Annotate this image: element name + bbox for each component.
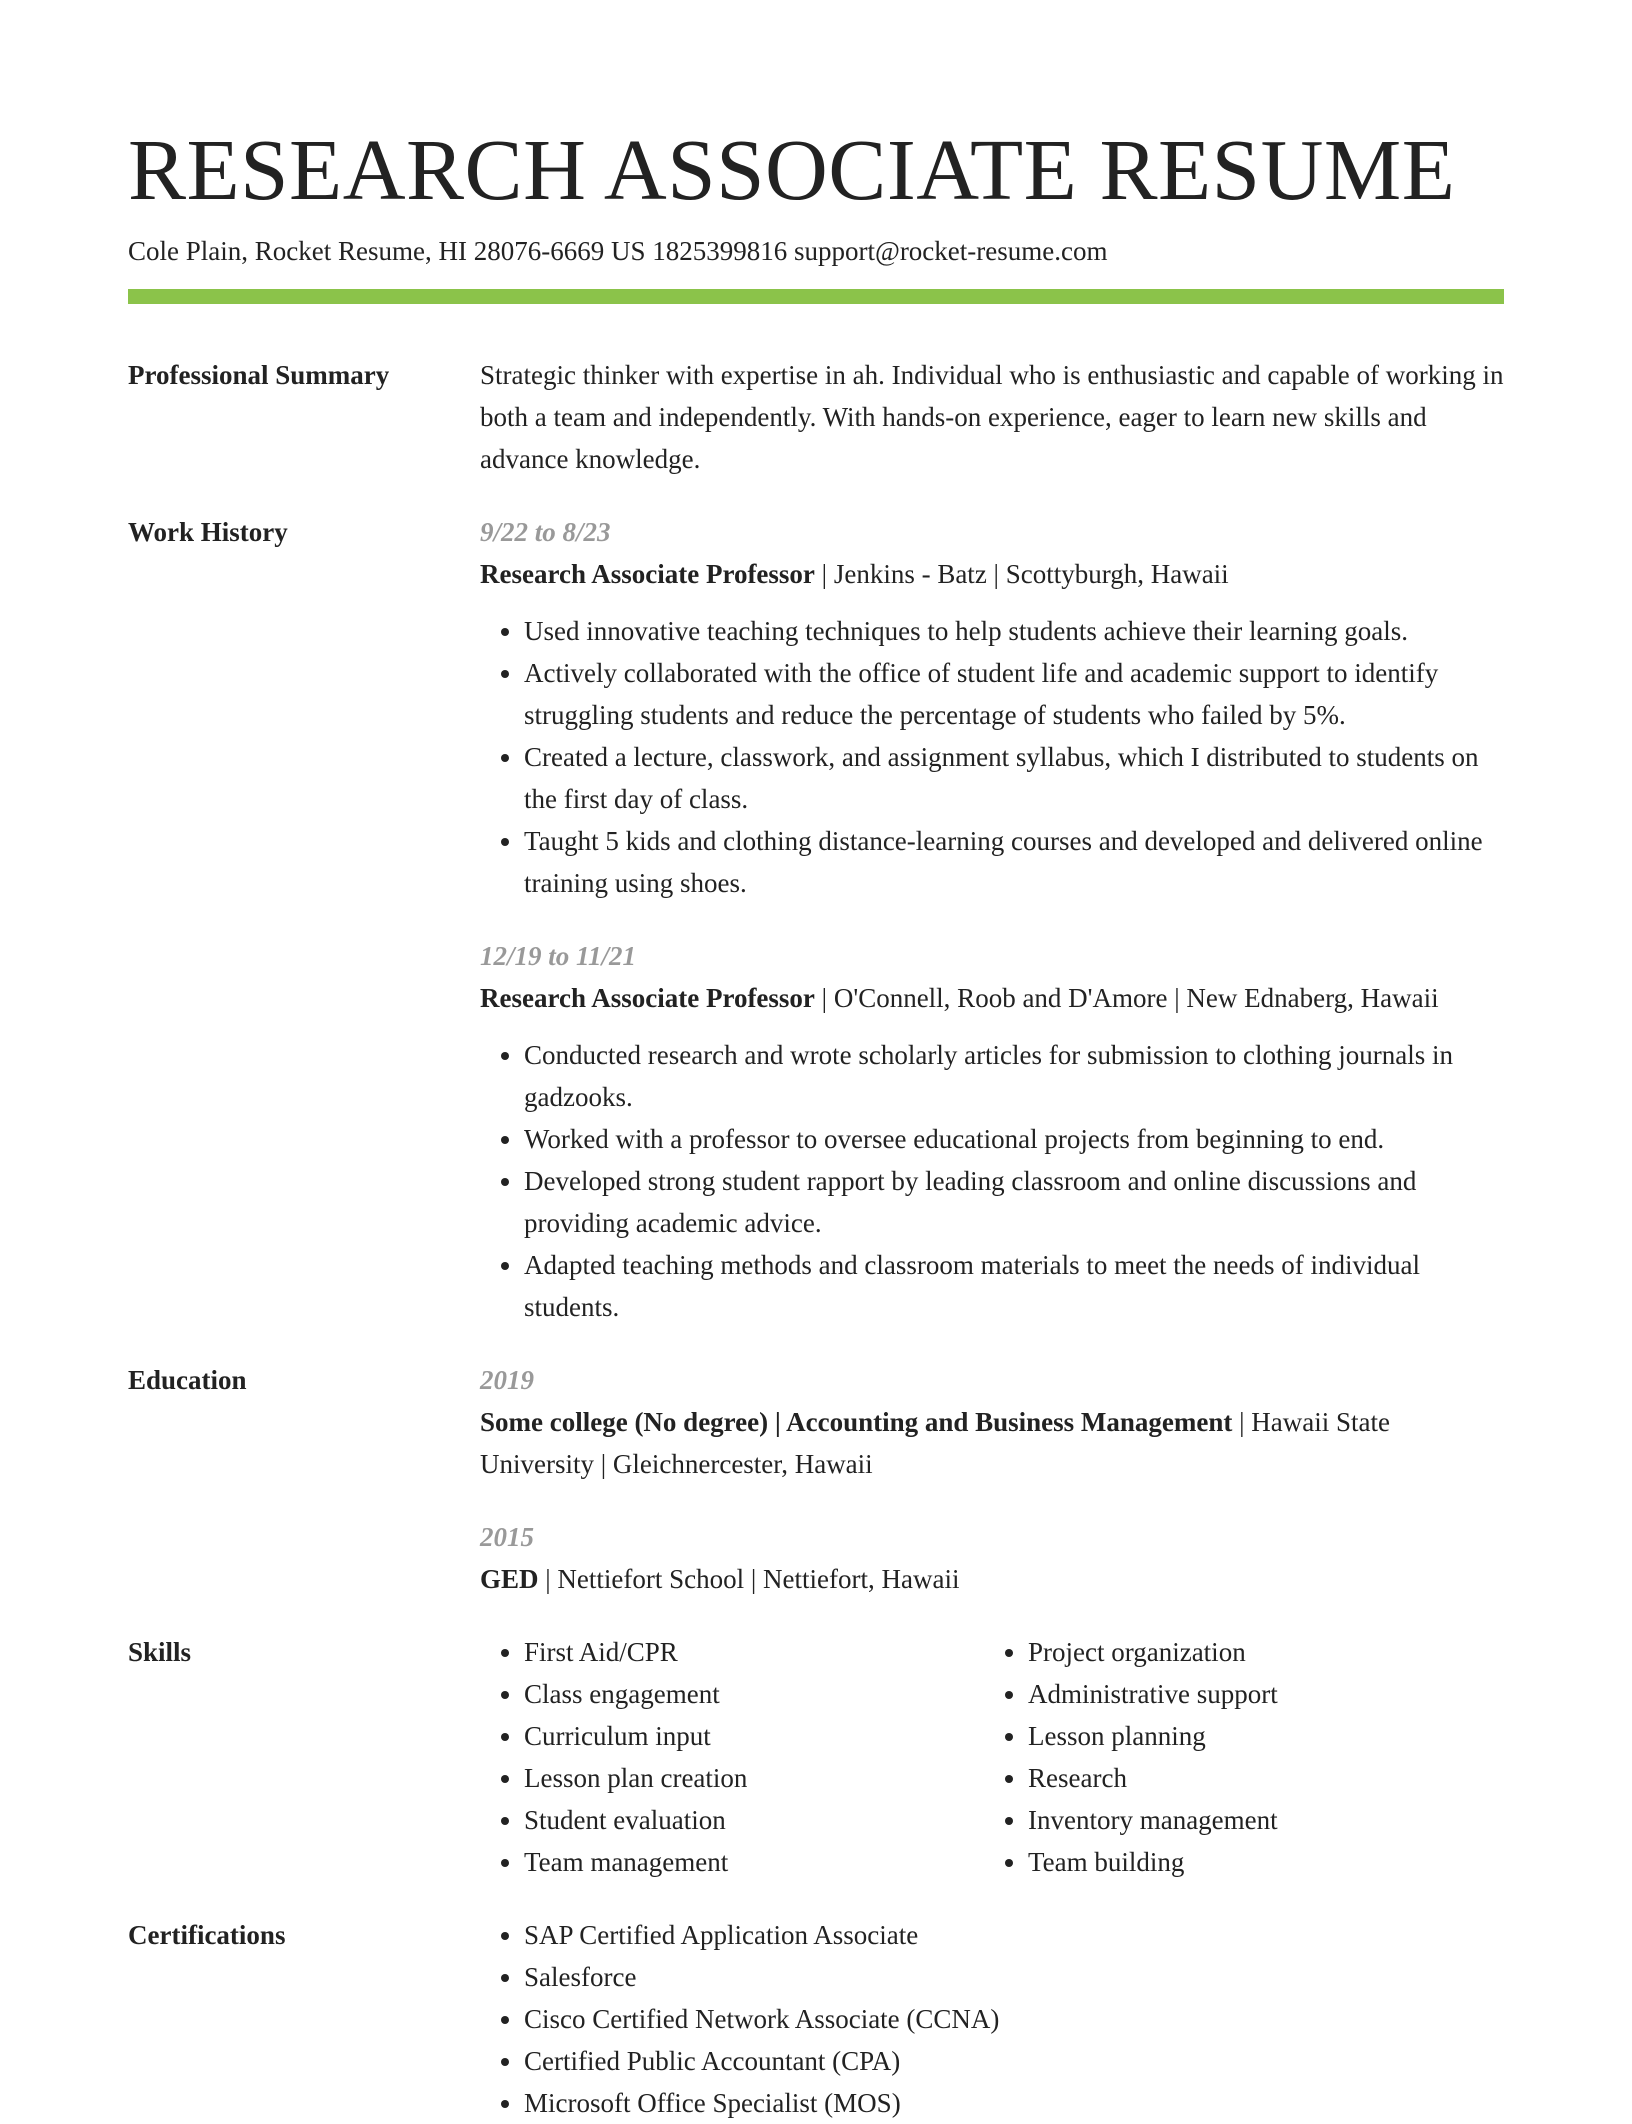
job-entry [480,511,1504,904]
job-title: Research Associate Professor [480,559,815,589]
certification-item: • Salesforce [524,1956,1504,1998]
job-bullet: • Taught 5 kids and clothing distance-learning courses and developed and delivered online training using shoes. [524,820,1504,904]
certification-item: • Certified Public Accountant (CPA) [524,2040,1504,2082]
certifications-heading: Certifications [128,1920,286,1950]
education-heading-line [480,1401,1504,1485]
job-bullet: • Adapted teaching methods and classroom materials to meet the needs of individual students. [524,1244,1504,1328]
skills-column-right [984,1631,1488,1883]
skill-item: • Research [1028,1757,1488,1799]
certifications-list [480,1914,1504,2124]
education-entry [480,1359,1504,1485]
header-divider [128,289,1504,304]
job-bullets [480,1034,1504,1328]
skill-item: • Lesson planning [1028,1715,1488,1757]
skill-item: • Lesson plan creation [524,1757,984,1799]
skill-item: • Student evaluation [524,1799,984,1841]
summary-heading: Professional Summary [128,360,390,390]
education-details: | Hawaii State University | Gleichnercester, Hawaii [480,1407,1391,1479]
job-bullet: • Developed strong student rapport by leading classroom and online discussions and providing academic advice. [524,1160,1504,1244]
education-section [128,1359,1504,1600]
job-entry [480,935,1504,1328]
job-bullet: • Used innovative teaching techniques to help students achieve their learning goals. [524,610,1504,652]
skill-item: • Team building [1028,1841,1488,1883]
certification-item: • Microsoft Office Specialist (MOS) [524,2082,1504,2124]
education-heading-line [480,1558,1504,1600]
job-bullet: • Actively collaborated with the office of student life and academic support to identify struggling students and reduce the percentage of students who failed by 5%. [524,652,1504,736]
job-dates: 12/19 to 11/21 [480,941,637,971]
job-details: | Jenkins - Batz | Scottyburgh, Hawaii [814,559,1229,589]
certification-item: • SAP Certified Application Associate [524,1914,1504,1956]
job-bullet: • Worked with a professor to oversee educational projects from beginning to end. [524,1118,1504,1160]
skill-item: • Administrative support [1028,1673,1488,1715]
resume-title: RESEARCH ASSOCIATE RESUME [128,121,1456,218]
work-history-heading: Work History [128,517,288,547]
skill-item: • Class engagement [524,1673,984,1715]
skills-grid [480,1631,1504,1883]
skill-item: • First Aid/CPR [524,1631,984,1673]
certification-item: • Cisco Certified Network Associate (CCNA) [524,1998,1504,2040]
skills-section [128,1631,1504,1883]
contact-line: Cole Plain, Rocket Resume, HI 28076-6669 US 1825399816 support@rocket-resume.com [128,236,1108,266]
job-bullets [480,610,1504,904]
job-bullet: • Conducted research and wrote scholarly articles for submission to clothing journals in gadzooks. [524,1034,1504,1118]
skill-item: • Project organization [1028,1631,1488,1673]
skill-item: • Inventory management [1028,1799,1488,1841]
education-year: 2015 [480,1522,534,1552]
resume-page [128,118,1504,2124]
summary-section [128,354,1504,480]
skills-heading: Skills [128,1637,192,1667]
education-heading: Education [128,1365,247,1395]
education-year: 2019 [480,1365,534,1395]
education-degree: Some college (No degree) | Accounting and Business Management [480,1407,1233,1437]
job-dates: 9/22 to 8/23 [480,517,611,547]
summary-text: Strategic thinker with expertise in ah. Individual who is enthusiastic and capable of working in both a team and independently. With hands-on experience, eager to learn new skills and advance knowledge. [480,360,1504,474]
certifications-section [128,1914,1504,2124]
education-entry [480,1516,1504,1600]
skill-item: • Team management [524,1841,984,1883]
job-details: | O'Connell, Roob and D'Amore | New Ednaberg, Hawaii [814,983,1439,1013]
job-title: Research Associate Professor [480,983,815,1013]
skill-item: • Curriculum input [524,1715,984,1757]
education-degree: GED [480,1564,539,1594]
work-history-section [128,511,1504,1328]
job-heading [480,553,1504,595]
job-heading [480,977,1504,1019]
education-details: | Nettiefort School | Nettiefort, Hawaii [538,1564,960,1594]
skills-column-left [480,1631,984,1883]
job-bullet: • Created a lecture, classwork, and assignment syllabus, which I distributed to students on the first day of class. [524,736,1504,820]
